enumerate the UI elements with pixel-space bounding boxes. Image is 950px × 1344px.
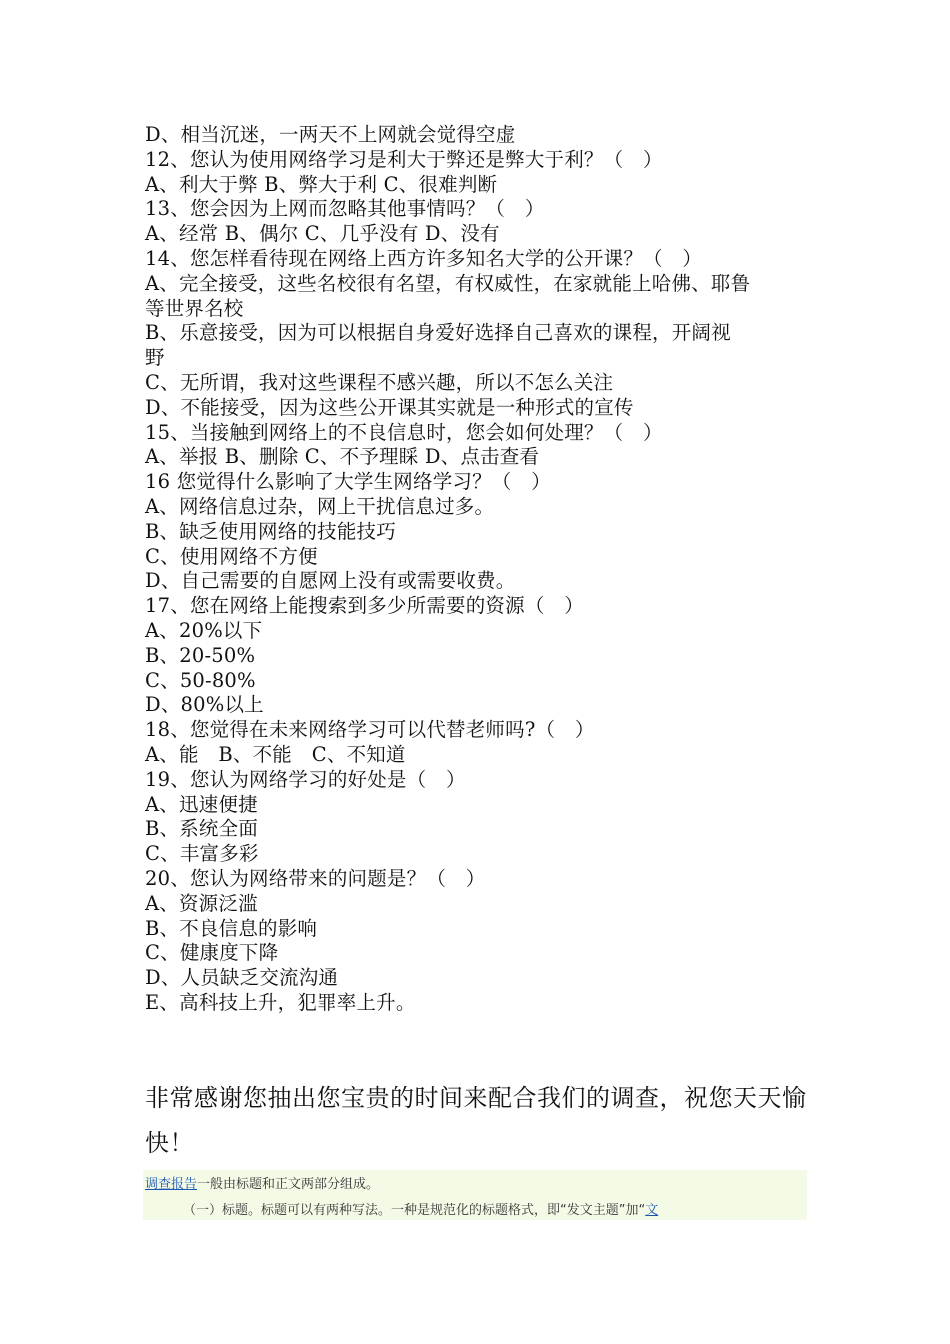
report-excerpt [143, 1170, 807, 1220]
option-17b: B、20-50% [145, 643, 256, 667]
option-14d: D、不能接受，因为这些公开课其实就是一种形式的宣传 [145, 395, 634, 419]
option-line: D、相当沉迷，一两天不上网就会觉得空虚 [145, 123, 516, 146]
option-20b: B、不良信息的影响 [145, 916, 318, 940]
option-20d: D、人员缺乏交流沟通 [145, 966, 339, 990]
report-line-1 [145, 1173, 379, 1192]
option-19a: A、迅速便捷 [145, 792, 258, 816]
question-12: 12、您认为使用网络学习是利大于弊还是弊大于利？（ ） [145, 147, 663, 171]
option-19b: B、系统全面 [145, 817, 259, 841]
report-link[interactable]: 调查报告 [145, 1177, 198, 1192]
question-14: 14、您怎样看待现在网络上西方许多知名大学的公开课？（ ） [145, 246, 703, 270]
question-17: 17、您在网络上能搜索到多少所需要的资源（ ） [145, 594, 584, 618]
report-line-2 [183, 1199, 658, 1218]
option-20c: C、健康度下降 [145, 941, 279, 965]
thank-you-message: 非常感谢您抽出您宝贵的时间来配合我们的调查，祝您天天愉快！ [145, 1084, 807, 1157]
option-14c: C、无所谓，我对这些课程不感兴趣，所以不怎么关注 [145, 370, 614, 394]
option-16b: B、缺乏使用网络的技能技巧 [145, 519, 396, 543]
options-15: A、举报 B、删除 C、不予理睬 D、点击查看 [145, 445, 540, 469]
report-line-2-text: （一）标题。标题可以有两种写法。一种是规范化的标题格式，即“发文主题”加“ [183, 1203, 646, 1218]
option-14a-cont: 等世界名校 [145, 296, 244, 320]
question-18: 18、您觉得在未来网络学习可以代替老师吗?（ ） [145, 718, 595, 742]
options-18: A、能 B、不能 C、不知道 [145, 742, 406, 766]
option-20a: A、资源泛滥 [145, 891, 258, 915]
option-14b: B、乐意接受，因为可以根据自身爱好选择自己喜欢的课程，开阔视 [145, 321, 731, 345]
option-17c: C、50-80% [145, 668, 256, 692]
option-16c: C、使用网络不方便 [145, 544, 318, 568]
option-14a: A、完全接受，这些名校很有名望，有权威性，在家就能上哈佛、耶鲁 [145, 271, 751, 295]
options-12: A、利大于弊 B、弊大于利 C、很难判断 [145, 172, 498, 196]
option-17d: D、80%以上 [145, 693, 264, 717]
option-17a: A、20%以下 [145, 618, 263, 642]
question-19: 19、您认为网络学习的好处是（ ） [145, 767, 466, 791]
options-13: A、经常 B、偶尔 C、几乎没有 D、没有 [145, 222, 500, 246]
option-14b-cont: 野 [145, 346, 165, 370]
option-16d: D、自己需要的自愿网上没有或需要收费。 [145, 569, 516, 593]
question-16: 16 您觉得什么影响了大学生网络学习？（ ） [145, 470, 551, 494]
report-line-1-text: 一般由标题和正文两部分组成。 [197, 1177, 380, 1192]
option-19c: C、丰富多彩 [145, 842, 259, 866]
questionnaire-body [145, 123, 810, 1016]
question-15: 15、当接触到网络上的不良信息时，您会如何处理？（ ） [145, 420, 663, 444]
question-20: 20、您认为网络带来的问题是？（ ） [145, 866, 486, 890]
report-line-2-link[interactable]: 文 [645, 1203, 659, 1218]
option-16a: A、网络信息过杂，网上干扰信息过多。 [145, 494, 495, 518]
question-13: 13、您会因为上网而忽略其他事情吗？（ ） [145, 197, 545, 221]
option-20e: E、高科技上升，犯罪率上升。 [145, 990, 416, 1014]
